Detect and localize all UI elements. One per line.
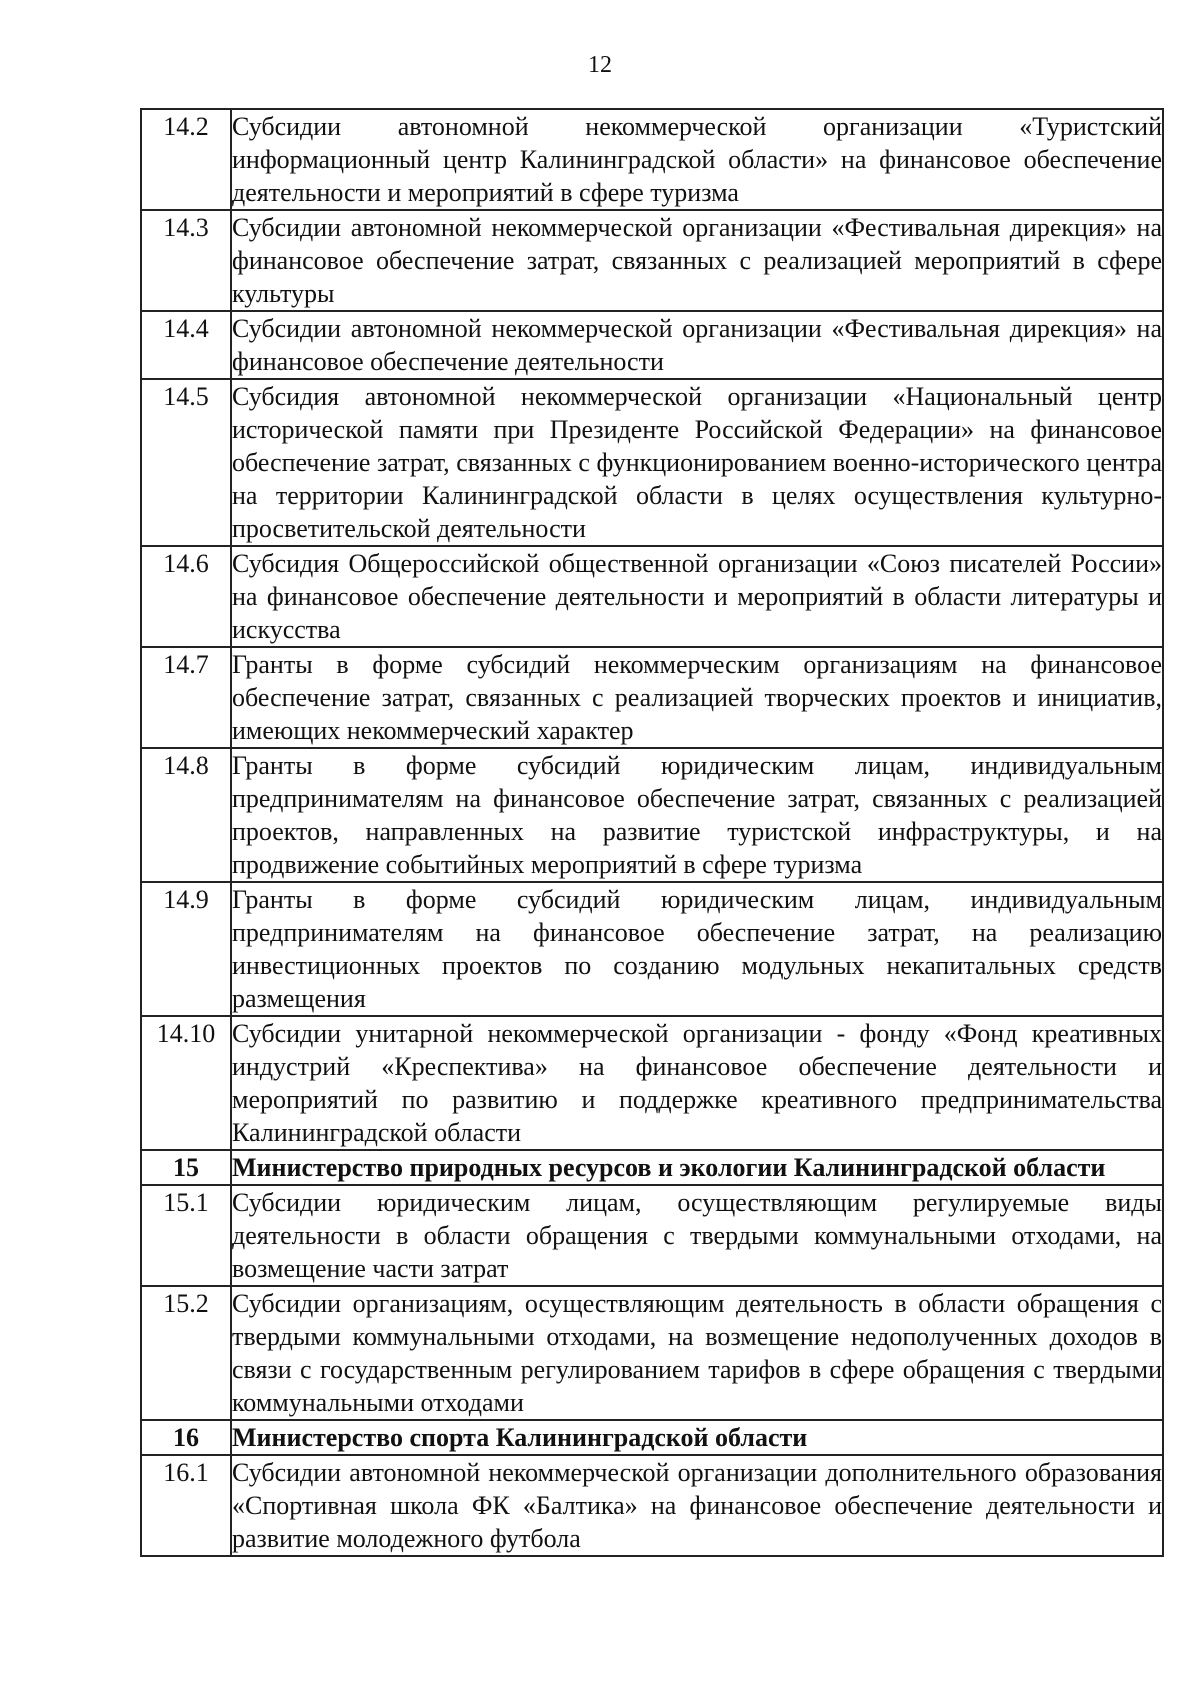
table-body [141,109,1163,1556]
row-description: Субсидия автономной некоммерческой организации «Национальный центр исторической памяти при Президенте Российской Федерации» на финансовое обеспечение затрат, связанных с функционированием военно-исторического центра на территории Калининградской области в целях осуществления культурно-просветительской деятельности [231,379,1163,546]
row-description: Гранты в форме субсидий юридическим лицам, индивидуальным предпринимателям на финансовое обеспечение затрат, связанных с реализацией проектов, направленных на развитие туристской инфраструктуры, и на продвижение событийных мероприятий в сфере туризма [231,748,1163,882]
section-header-row [141,1150,1163,1185]
row-description: Субсидии автономной некоммерческой организации «Туристский информационный центр Калининградской области» на финансовое обеспечение деятельности и мероприятий в сфере туризма [231,109,1163,210]
row-number: 14.5 [141,379,231,546]
row-number: 14.2 [141,109,231,210]
table-row [141,379,1163,546]
table-row [141,647,1163,748]
table-row [141,1455,1163,1556]
table-row [141,546,1163,647]
row-number: 16.1 [141,1455,231,1556]
row-number: 15.1 [141,1185,231,1286]
row-number: 14.10 [141,1016,231,1150]
row-description: Субсидии автономной некоммерческой организации «Фестивальная дирекция» на финансовое обеспечение деятельности [231,311,1163,379]
table-row [141,748,1163,882]
table-row [141,311,1163,379]
table-row [141,1286,1163,1420]
row-description: Субсидии юридическим лицам, осуществляющим регулируемые виды деятельности в области обращения с твердыми коммунальными отходами, на возмещение части затрат [231,1185,1163,1286]
row-description: Субсидии автономной некоммерческой организации «Фестивальная дирекция» на финансовое обеспечение затрат, связанных с реализацией мероприятий в сфере культуры [231,210,1163,311]
row-number: 14.8 [141,748,231,882]
section-header-row [141,1420,1163,1455]
subsidies-table [140,108,1164,1557]
row-number: 14.3 [141,210,231,311]
row-description: Субсидии унитарной некоммерческой организации - фонду «Фонд креативных индустрий «Креспектива» на финансовое обеспечение деятельности и мероприятий по развитию и поддержке креативного предпринимательства Калининградской области [231,1016,1163,1150]
section-title: Министерство природных ресурсов и экологии Калининградской области [231,1150,1163,1185]
row-number: 15 [141,1150,231,1185]
table-row [141,109,1163,210]
row-number: 14.9 [141,882,231,1016]
row-description: Субсидии автономной некоммерческой организации дополнительного образования «Спортивная школа ФК «Балтика» на финансовое обеспечение деятельности и развитие молодежного футбола [231,1455,1163,1556]
row-description: Субсидии организациям, осуществляющим деятельность в области обращения с твердыми коммунальными отходами, на возмещение недополученных доходов в связи с государственным регулированием тарифов в сфере обращения с твердыми коммунальными отходами [231,1286,1163,1420]
table-row [141,1016,1163,1150]
table-row [141,882,1163,1016]
page-number: 12 [588,52,612,78]
row-number: 14.6 [141,546,231,647]
table-row [141,1185,1163,1286]
section-title: Министерство спорта Калининградской области [231,1420,1163,1455]
row-number: 16 [141,1420,231,1455]
row-description: Гранты в форме субсидий некоммерческим организациям на финансовое обеспечение затрат, связанных с реализацией творческих проектов и инициатив, имеющих некоммерческий характер [231,647,1163,748]
row-number: 15.2 [141,1286,231,1420]
row-number: 14.4 [141,311,231,379]
row-description: Гранты в форме субсидий юридическим лицам, индивидуальным предпринимателям на финансовое обеспечение затрат, на реализацию инвестиционных проектов по созданию модульных некапитальных средств размещения [231,882,1163,1016]
row-description: Субсидия Общероссийской общественной организации «Союз писателей России» на финансовое обеспечение деятельности и мероприятий в области литературы и искусства [231,546,1163,647]
row-number: 14.7 [141,647,231,748]
table-row [141,210,1163,311]
